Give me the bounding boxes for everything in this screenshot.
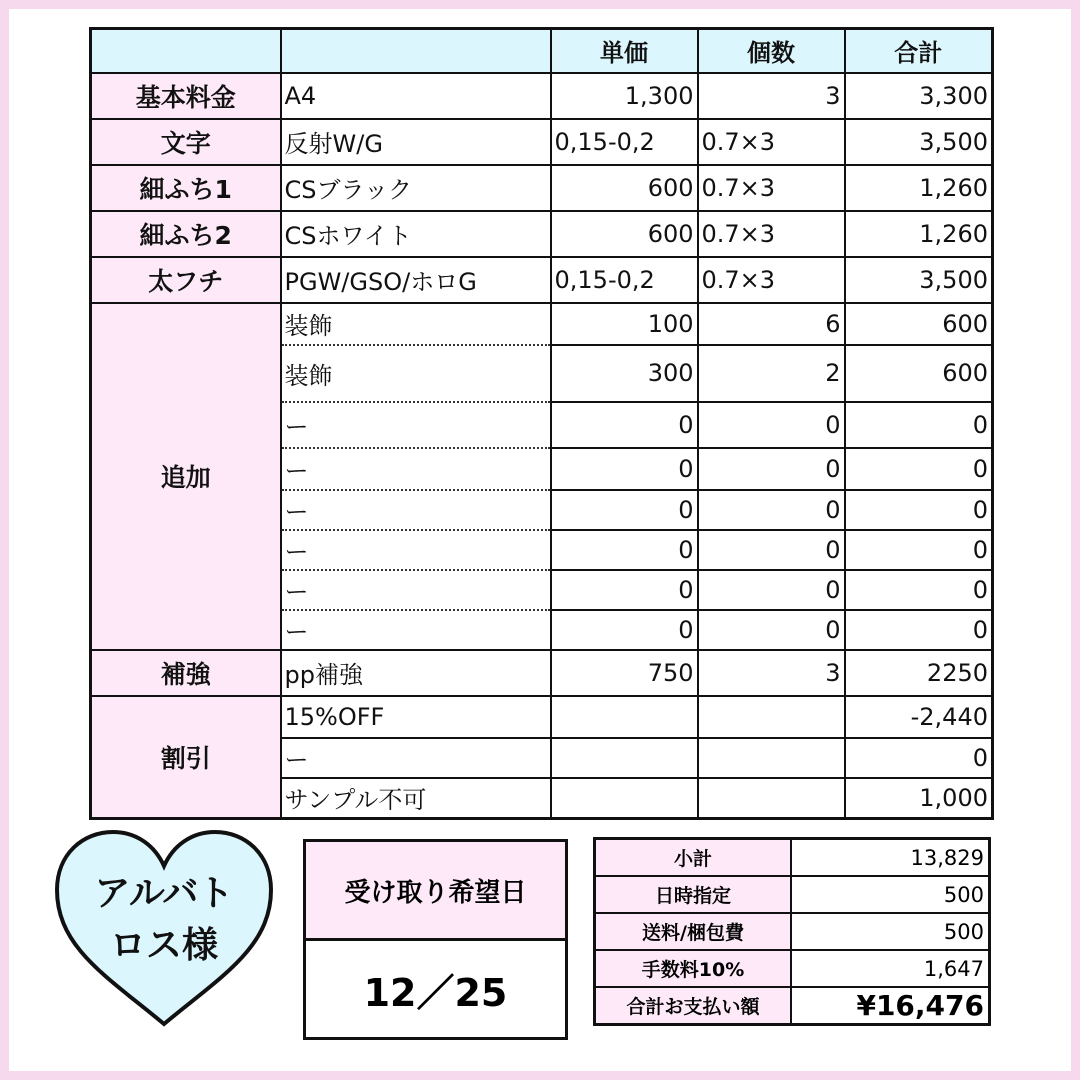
price-cell: 750 [551,650,698,696]
qty-cell: 3 [698,73,845,119]
item-cell: CSホワイト [281,211,551,257]
table-row-hokyo [91,650,993,696]
item-cell: CSブラック [281,165,551,211]
price-cell: 100 [551,303,698,345]
total-cell: -2,440 [845,696,993,738]
price-cell: 1,300 [551,73,698,119]
category-cell: 追加 [91,303,281,650]
summary-row-date-fee [595,876,990,913]
summary-label: 送料/梱包費 [595,913,791,950]
price-table [89,27,994,820]
delivery-date-label: 受け取り希望日 [306,842,565,941]
table-row-waribiki [91,696,993,738]
total-cell: 0 [845,448,993,490]
qty-cell: 0.7×3 [698,119,845,165]
total-cell: 3,500 [845,119,993,165]
total-cell: 3,300 [845,73,993,119]
item-cell: ー [281,402,551,448]
category-cell: 基本料金 [91,73,281,119]
qty-cell [698,738,845,778]
total-cell: 0 [845,530,993,570]
header-quantity: 個数 [698,29,845,73]
item-cell: 装飾 [281,345,551,402]
item-cell: ー [281,570,551,610]
qty-cell: 0 [698,402,845,448]
header-unit-price: 単価 [551,29,698,73]
total-cell: 0 [845,610,993,650]
total-cell: 0 [845,402,993,448]
total-cell: 600 [845,345,993,402]
item-cell: ー [281,530,551,570]
header-blank-category [91,29,281,73]
qty-cell: 0 [698,448,845,490]
price-cell: 0 [551,490,698,530]
table-row-moji [91,119,993,165]
item-cell: 15%OFF [281,696,551,738]
summary-row-subtotal [595,839,990,877]
total-cell: 2250 [845,650,993,696]
price-cell: 300 [551,345,698,402]
table-row-futofuchi [91,257,993,303]
price-cell: 600 [551,165,698,211]
item-cell: PGW/GSO/ホロG [281,257,551,303]
price-cell [551,738,698,778]
item-cell: pp補強 [281,650,551,696]
total-cell: 3,500 [845,257,993,303]
category-cell: 太フチ [91,257,281,303]
total-cell: 600 [845,303,993,345]
summary-value: ¥16,476 [791,987,990,1025]
summary-label: 小計 [595,839,791,877]
qty-cell: 0.7×3 [698,211,845,257]
qty-cell: 2 [698,345,845,402]
header-total: 合計 [845,29,993,73]
table-row-tsuika [91,303,993,345]
summary-table [593,837,991,1026]
customer-name-line1: アルバト [94,873,234,914]
qty-cell: 0 [698,570,845,610]
summary-value: 1,647 [791,950,990,987]
qty-cell: 6 [698,303,845,345]
qty-cell: 0 [698,530,845,570]
table-row-base [91,73,993,119]
total-cell: 1,000 [845,778,993,819]
qty-cell: 0.7×3 [698,165,845,211]
summary-label: 日時指定 [595,876,791,913]
summary-value: 500 [791,876,990,913]
total-cell: 0 [845,738,993,778]
summary-label: 合計お支払い額 [595,987,791,1025]
item-cell: 反射W/G [281,119,551,165]
qty-cell: 0 [698,610,845,650]
item-cell: 装飾 [281,303,551,345]
qty-cell [698,778,845,819]
price-cell: 0 [551,570,698,610]
item-cell: A4 [281,73,551,119]
total-cell: 0 [845,490,993,530]
price-cell [551,696,698,738]
summary-label: 手数料10% [595,950,791,987]
qty-cell: 0.7×3 [698,257,845,303]
category-cell: 割引 [91,696,281,819]
price-cell: 0,15-0,2 [551,257,698,303]
qty-cell [698,696,845,738]
price-cell: 0 [551,610,698,650]
customer-name-line2: ロス様 [109,925,218,966]
summary-row-shipping [595,913,990,950]
category-cell: 文字 [91,119,281,165]
price-cell: 0 [551,448,698,490]
category-cell: 細ふち1 [91,165,281,211]
customer-name [53,868,275,972]
total-cell: 1,260 [845,165,993,211]
summary-row-total [595,987,990,1025]
qty-cell: 3 [698,650,845,696]
header-row [91,29,993,73]
delivery-date-value: 12／25 [363,970,508,1015]
item-cell: ー [281,610,551,650]
item-cell: サンプル不可 [281,778,551,819]
table-row-hosofuchi2 [91,211,993,257]
item-cell: ー [281,448,551,490]
header-blank-item [281,29,551,73]
price-cell [551,778,698,819]
category-cell: 補強 [91,650,281,696]
price-cell: 600 [551,211,698,257]
price-cell: 0 [551,530,698,570]
summary-value: 500 [791,913,990,950]
total-cell: 1,260 [845,211,993,257]
delivery-date-box [303,839,568,1040]
category-cell: 細ふち2 [91,211,281,257]
table-row-hosofuchi1 [91,165,993,211]
item-cell: ー [281,738,551,778]
price-cell: 0,15-0,2 [551,119,698,165]
summary-row-fee [595,950,990,987]
total-cell: 0 [845,570,993,610]
summary-value: 13,829 [791,839,990,877]
item-cell: ー [281,490,551,530]
qty-cell: 0 [698,490,845,530]
price-cell: 0 [551,402,698,448]
